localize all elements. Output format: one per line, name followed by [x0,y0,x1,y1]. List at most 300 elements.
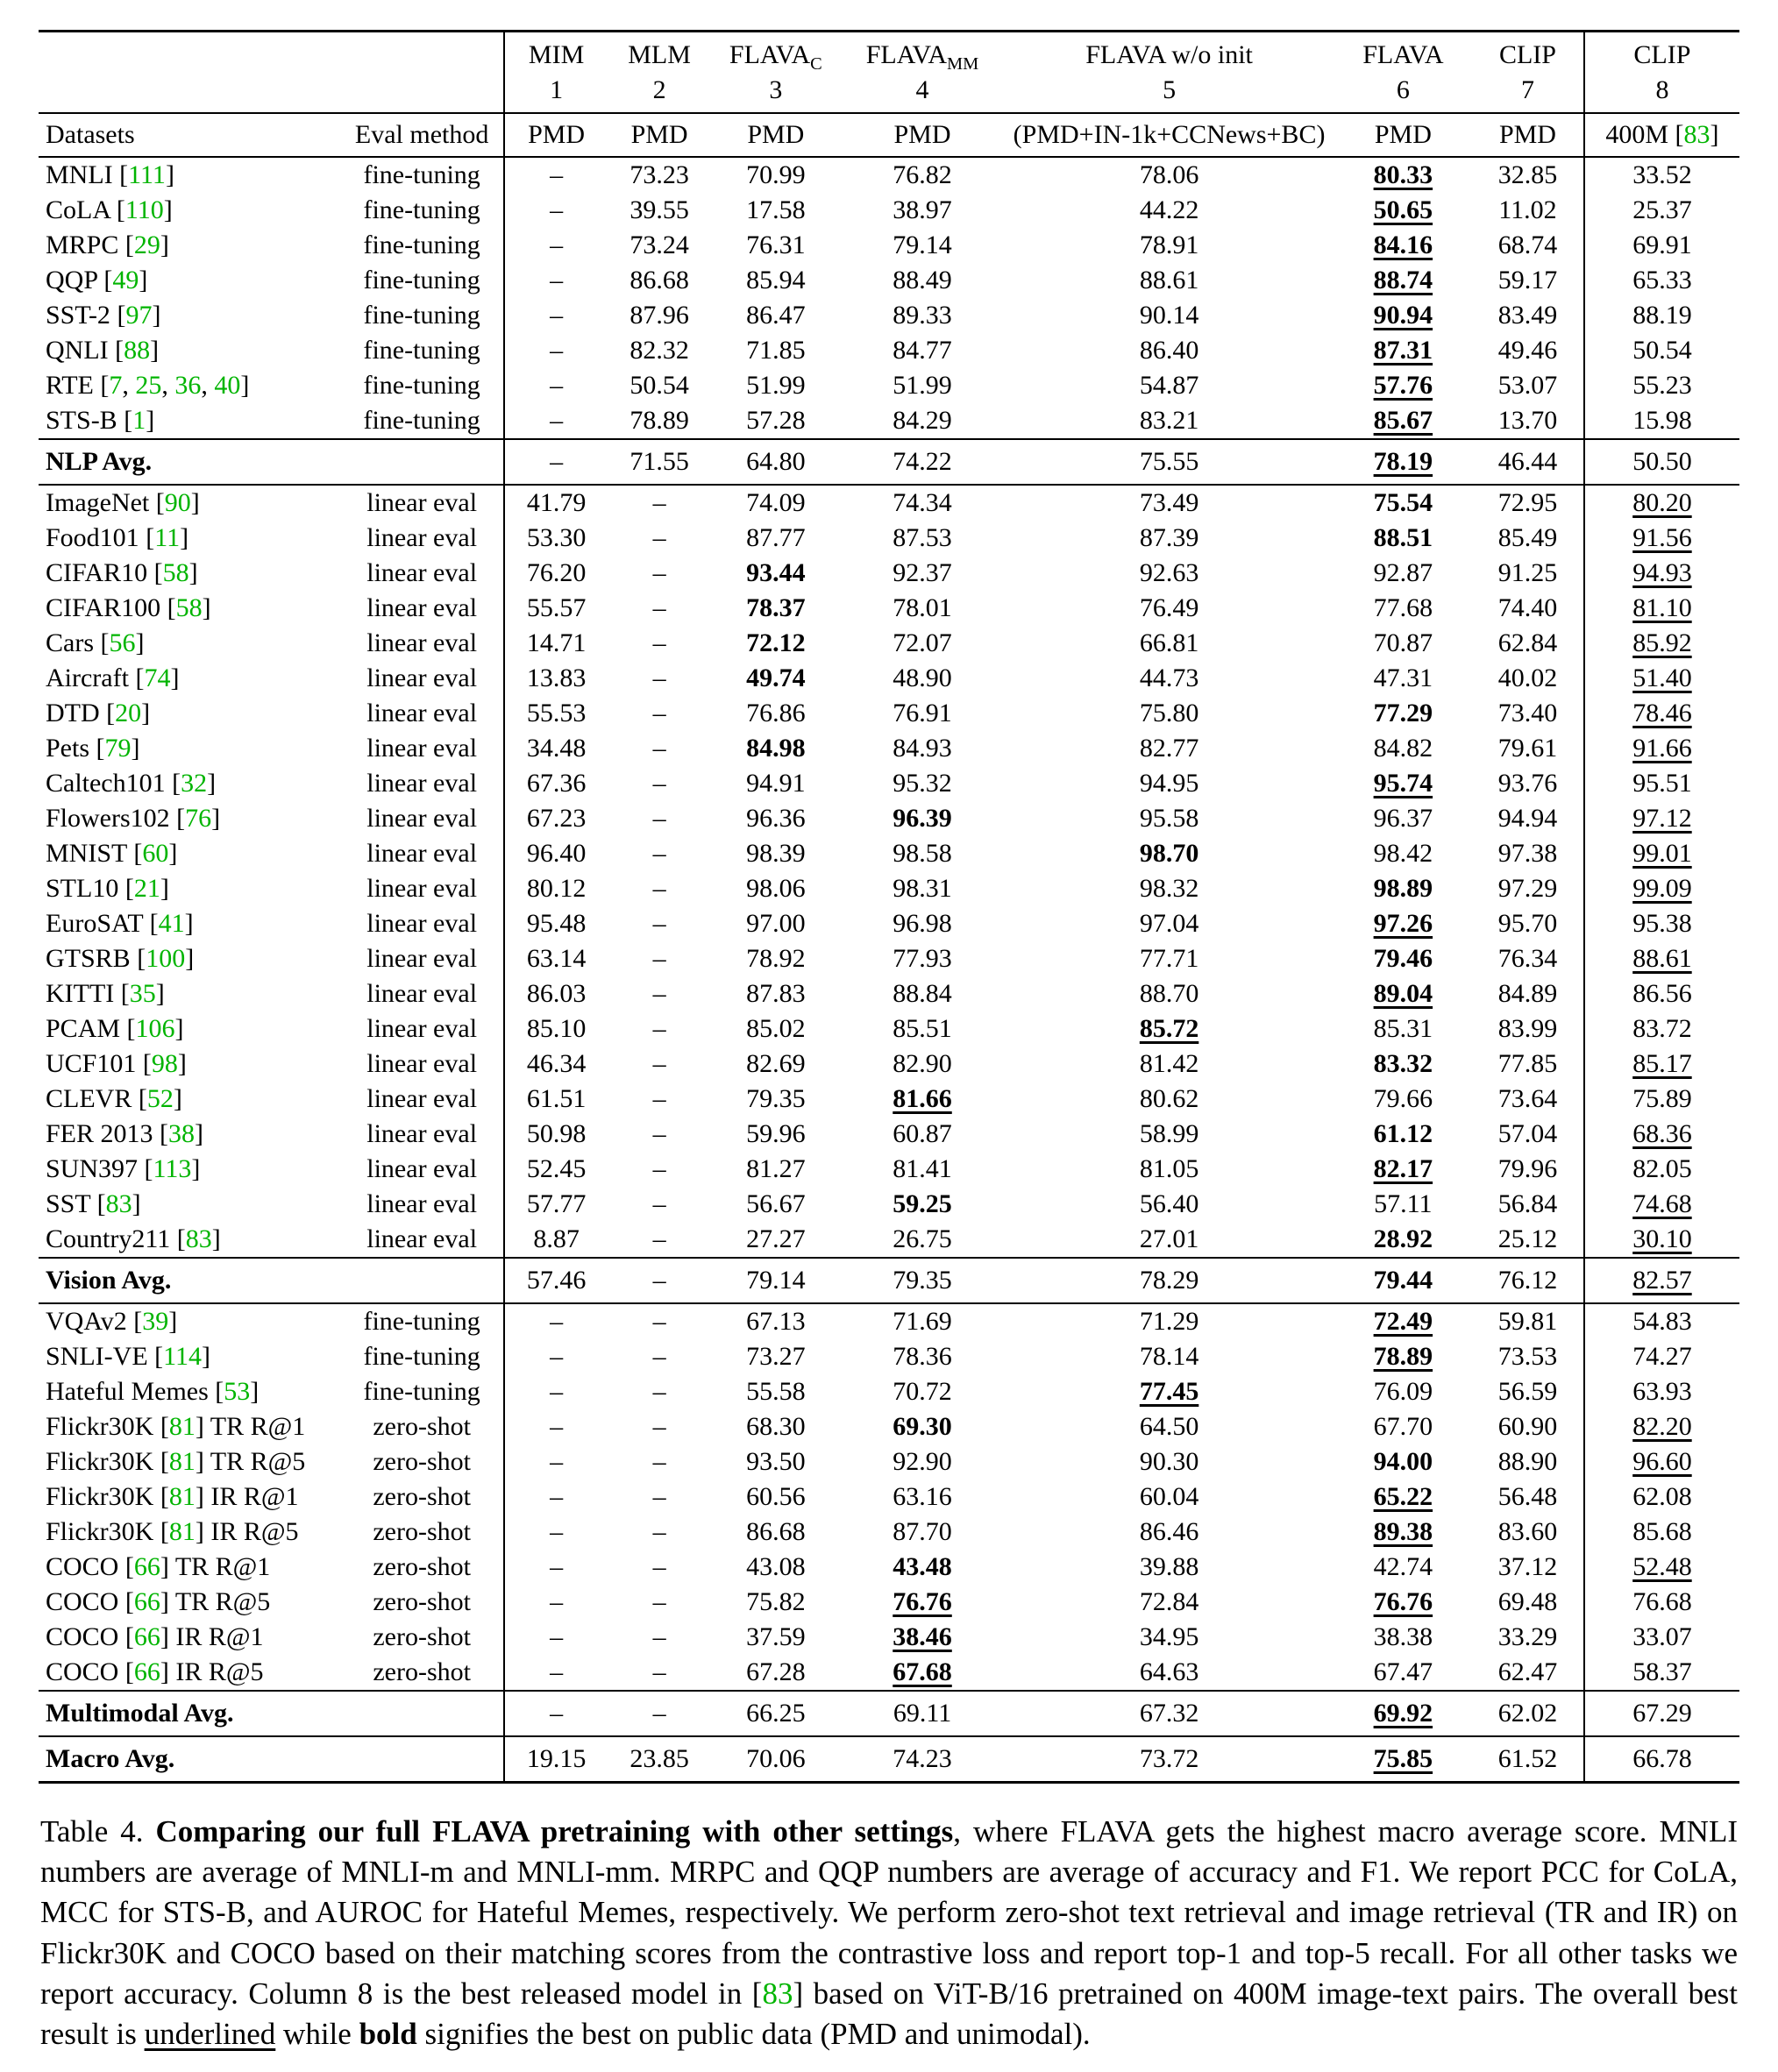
value-cell [711,1691,841,1736]
value-cell [1584,1082,1739,1117]
metric-value: – [652,1224,666,1253]
table-row [39,1479,1739,1515]
value-cell [608,661,711,696]
citation-link[interactable]: 66 [133,1552,160,1581]
citation-link[interactable]: 29 [133,231,160,259]
dataset-cell: STS-B [1] [46,406,155,435]
value-cell [1472,368,1584,403]
value-cell [504,368,608,403]
metric-value: 76.76 [893,1587,952,1616]
metric-value: – [652,1482,666,1511]
table-row [39,1444,1739,1479]
value-cell [608,157,711,193]
metric-value: 52.48 [1632,1552,1692,1581]
table-row [39,696,1739,731]
dataset-name: QQP [46,266,97,294]
metric-value: 50.98 [526,1119,587,1148]
average-label: Multimodal Avg. [46,1699,234,1728]
value-cell [1004,1082,1334,1117]
metric-value: 70.72 [893,1377,952,1406]
dataset-cell: COCO [66] TR R@5 [46,1587,271,1616]
metric-value: 93.44 [746,558,806,587]
value-cell [1334,871,1472,906]
value-cell [1004,1187,1334,1222]
value-cell [1004,1152,1334,1187]
eval-method-cell: fine-tuning [363,1377,480,1406]
caption-text: while [275,2016,359,2051]
metric-value: 57.11 [1374,1189,1433,1218]
citation-link[interactable]: 1 [132,406,146,435]
value-cell [608,1444,711,1479]
metric-value: 17.58 [746,195,806,224]
dataset-name: PCAM [46,1014,121,1043]
metric-value: 70.06 [746,1744,806,1773]
value-cell [711,1515,841,1550]
citation-link[interactable]: 56 [109,628,136,657]
value-cell [608,1222,711,1258]
value-cell [711,696,841,731]
citation-link[interactable]: 111 [128,160,166,189]
eval-method-cell: zero-shot [373,1552,471,1581]
citation-link[interactable]: 25 [135,371,162,400]
metric-value: 56.40 [1139,1189,1199,1218]
metric-value: 99.01 [1632,839,1692,868]
value-cell [608,801,711,836]
metric-value: 81.42 [1139,1049,1199,1078]
value-cell [1584,1655,1739,1691]
column-number: 7 [1520,75,1534,104]
value-cell [608,836,711,871]
metric-value: 84.98 [746,734,806,763]
average-label-cell [39,1691,504,1736]
citation-link[interactable]: 114 [163,1342,203,1371]
value-cell [711,1187,841,1222]
value-cell [711,1082,841,1117]
value-cell [608,1258,711,1303]
value-cell [608,1550,711,1585]
metric-value: 44.73 [1139,663,1199,692]
metric-value: 89.38 [1373,1517,1433,1546]
metric-value: 82.57 [1632,1266,1692,1295]
value-cell [1004,801,1334,836]
metric-value: 98.70 [1139,839,1199,868]
value-cell [608,766,711,801]
value-cell [1004,368,1334,403]
value-cell [841,1082,1005,1117]
value-cell [841,1585,1005,1620]
value-cell [841,976,1005,1011]
value-cell [1334,1585,1472,1620]
value-cell [608,731,711,766]
metric-value: 73.40 [1497,699,1558,727]
value-cell [608,1409,711,1444]
value-cell [1004,906,1334,941]
citation-link[interactable]: 83 [185,1224,212,1253]
metric-value: 92.37 [893,558,952,587]
value-cell [504,556,608,591]
table-row [39,976,1739,1011]
value-cell [711,521,841,556]
value-cell [1472,228,1584,263]
metric-value: 76.20 [526,558,587,587]
citation-link[interactable]: 39 [142,1307,169,1336]
metric-value: 93.76 [1497,769,1558,798]
value-cell [504,193,608,228]
value-cell [1004,1222,1334,1258]
value-cell [1472,1222,1584,1258]
metric-value: 80.20 [1632,488,1692,517]
citation-link[interactable]: 66 [133,1657,160,1686]
model-subscript: C [810,54,822,74]
metric-value: 80.62 [1139,1084,1199,1113]
citation-link[interactable]: 83 [105,1189,132,1218]
citation-link[interactable]: 52 [146,1084,174,1113]
metric-value: 79.44 [1373,1266,1433,1295]
value-cell [504,906,608,941]
value-cell [1472,333,1584,368]
metric-value: 73.64 [1497,1084,1558,1113]
value-cell [841,521,1005,556]
metric-value: 78.89 [1373,1342,1433,1371]
value-cell [1334,1409,1472,1444]
value-cell [1584,1339,1739,1374]
metric-value: 85.68 [1632,1517,1692,1546]
metric-value: 46.34 [526,1049,587,1078]
value-cell [504,661,608,696]
citation-link[interactable]: 106 [135,1014,175,1043]
citation-link[interactable]: 21 [133,874,160,903]
value-cell [608,485,711,521]
citation-link[interactable]: 20 [115,699,142,727]
eval-method-cell: fine-tuning [363,336,480,365]
citation-link[interactable]: 76 [185,804,212,833]
value-cell [504,836,608,871]
metric-value: 30.10 [1632,1224,1692,1253]
metric-value: 88.19 [1632,301,1692,330]
value-cell [1334,1011,1472,1047]
table-row [39,1117,1739,1152]
dataset-name: SUN397 [46,1154,139,1183]
metric-value: 78.92 [746,944,806,973]
citation-link[interactable]: 32 [181,769,208,798]
citation-link[interactable]: 49 [112,266,139,294]
citation-link[interactable]: 7 [109,371,123,400]
corner-empty [340,73,504,113]
metric-value: 74.68 [1632,1189,1692,1218]
eval-method-cell: linear eval [366,699,478,727]
citation-link[interactable]: 74 [144,663,171,692]
metric-value: 84.93 [893,734,952,763]
metric-value: 77.93 [893,944,952,973]
citation-link[interactable]: 88 [124,336,151,365]
metric-value: 71.85 [746,336,806,365]
header-number-row [39,73,1739,113]
citation-link[interactable]: 58 [162,558,189,587]
metric-value: 99.09 [1632,874,1692,903]
value-cell [841,1479,1005,1515]
metric-value: 85.31 [1373,1014,1433,1043]
value-cell [1472,906,1584,941]
value-cell [1472,1258,1584,1303]
value-cell [1584,1303,1739,1339]
metric-value: 33.52 [1632,160,1692,189]
dataset-cell: FER 2013 [38] [46,1119,204,1148]
citation-link[interactable]: 66 [133,1622,160,1651]
citation-link[interactable]: 97 [125,301,153,330]
caption-text: Comparing our full FLAVA pretraining with other settings [155,1814,954,1848]
citation-link[interactable]: 35 [129,979,156,1008]
metric-value: 94.94 [1497,804,1558,833]
value-cell [841,403,1005,439]
table-row [39,1409,1739,1444]
value-cell [1004,556,1334,591]
value-cell [608,976,711,1011]
citation-link[interactable]: 81 [168,1447,196,1476]
metric-value: 84.29 [893,406,952,435]
citation-link[interactable]: 98 [151,1049,178,1078]
value-cell [711,157,841,193]
metric-value: 83.72 [1632,1014,1692,1043]
value-cell [1004,1339,1334,1374]
value-cell [841,1303,1005,1339]
table-row [39,661,1739,696]
citation-link[interactable]: 81 [168,1482,196,1511]
citation-link[interactable]: 38 [168,1119,196,1148]
metric-value: 82.05 [1632,1154,1692,1183]
value-cell [711,1222,841,1258]
table-row [39,263,1739,298]
value-cell [1472,731,1584,766]
column-number: 4 [915,75,929,104]
value-cell [1334,1691,1472,1736]
metric-value: 83.32 [1373,1049,1433,1078]
metric-value: 14.71 [526,628,587,657]
metric-value: 86.47 [746,301,806,330]
metric-value: 46.44 [1497,447,1558,476]
dataset-cell: QQP [49] [46,266,148,294]
value-cell [841,228,1005,263]
metric-value: 81.05 [1139,1154,1199,1183]
metric-value: 57.28 [746,406,806,435]
metric-value: 66.78 [1632,1744,1692,1773]
dataset-cell: QNLI [88] [46,336,160,365]
value-cell [711,766,841,801]
value-cell [1334,766,1472,801]
value-cell [608,906,711,941]
dataset-cell: Hateful Memes [53] [46,1377,260,1406]
value-cell [711,193,841,228]
citation-link[interactable]: 83 [762,1976,793,2011]
citation-link[interactable]: 53 [224,1377,251,1406]
metric-value: 79.46 [1373,944,1433,973]
dataset-cell: PCAM [106] [46,1014,184,1043]
metric-value: 59.25 [893,1189,952,1218]
metric-value: 67.70 [1373,1412,1433,1441]
metric-value: 65.22 [1373,1482,1433,1511]
value-cell [1004,521,1334,556]
metric-value: 41.79 [526,488,587,517]
metric-value: 98.06 [746,874,806,903]
metric-value: 63.93 [1632,1377,1692,1406]
value-cell [608,403,711,439]
caption-text: Table 4. [40,1814,156,1848]
value-cell [1584,485,1739,521]
metric-value: 38.97 [893,195,952,224]
value-cell [1584,661,1739,696]
dataset-name: COCO [46,1622,119,1651]
metric-value: 51.40 [1632,663,1692,692]
value-cell [841,801,1005,836]
metric-value: 68.30 [746,1412,806,1441]
metric-value: 78.14 [1139,1342,1199,1371]
dataset-cell: VQAv2 [39] [39,1303,340,1339]
metric-value: 88.70 [1139,979,1199,1008]
value-cell [608,591,711,626]
value-cell [1584,403,1739,439]
metric-value: 62.08 [1632,1482,1692,1511]
value-cell [1584,556,1739,591]
metric-value: 97.29 [1497,874,1558,903]
metric-value: 90.30 [1139,1447,1199,1476]
dataset-cell: SNLI-VE [114] [46,1342,211,1371]
citation-link[interactable]: 11 [154,523,181,552]
value-cell [1584,298,1739,333]
metric-value: 71.29 [1139,1307,1199,1336]
eval-method-cell: linear eval [366,909,478,938]
value-cell [711,801,841,836]
value-cell [841,1047,1005,1082]
dataset-cell: Country211 [83] [46,1224,221,1253]
value-cell [841,1011,1005,1047]
metric-value: – [652,874,666,903]
metric-value: 84.77 [893,336,952,365]
citation-link[interactable]: 36 [174,371,202,400]
value-cell [1334,1303,1472,1339]
metric-value: – [550,1622,564,1651]
metric-value: – [652,1266,666,1295]
citation-link[interactable]: 41 [158,909,185,938]
value-cell [1334,836,1472,871]
value-cell [608,1339,711,1374]
value-cell [1004,1117,1334,1152]
metric-value: 57.77 [526,1189,587,1218]
value-cell [841,1736,1005,1783]
value-cell [1584,1187,1739,1222]
dataset-cell: CIFAR10 [58] [46,558,198,587]
metric-value: 75.89 [1632,1084,1692,1113]
citation-link[interactable]: 113 [153,1154,192,1183]
metric-value: – [652,558,666,587]
metric-value: 83.99 [1497,1014,1558,1043]
value-cell [608,368,711,403]
metric-value: 84.89 [1497,979,1558,1008]
citation-link[interactable]: 60 [142,839,169,868]
metric-value: 98.32 [1139,874,1199,903]
pretraining-data-header: PMD [841,113,1005,157]
value-cell [1472,1550,1584,1585]
value-cell [1004,439,1334,485]
value-cell [608,1152,711,1187]
metric-value: 53.07 [1497,371,1558,400]
metric-value: 86.68 [629,266,689,294]
table-row [39,521,1739,556]
citation-link[interactable]: 40 [214,371,241,400]
metric-value: 73.53 [1497,1342,1558,1371]
eval-method-cell: fine-tuning [363,371,480,400]
citation-link[interactable]: 90 [164,488,191,517]
metric-value: 83.49 [1497,301,1558,330]
metric-value: – [652,1189,666,1218]
dataset-cell: COCO [66] IR R@5 [46,1657,264,1686]
metric-value: 26.75 [893,1224,952,1253]
metric-value: 79.14 [893,231,952,259]
value-cell [504,1152,608,1187]
value-cell [841,556,1005,591]
metric-value: 88.49 [893,266,952,294]
value-cell [1584,368,1739,403]
metric-value: 68.74 [1497,231,1558,259]
value-cell [841,661,1005,696]
metric-value: 74.23 [893,1744,952,1773]
value-cell [1584,1258,1739,1303]
average-label: NLP Avg. [46,447,153,476]
value-cell [1584,439,1739,485]
value-cell [504,298,608,333]
value-cell [711,1047,841,1082]
value-cell [711,1550,841,1585]
value-cell [841,333,1005,368]
value-cell [504,1409,608,1444]
value-cell [504,1339,608,1374]
citation-link[interactable]: 58 [175,593,203,622]
citation-link[interactable]: 83 [1683,120,1710,149]
metric-value: – [652,909,666,938]
dataset-cell: GTSRB [100] [46,944,195,973]
value-cell [1004,1620,1334,1655]
metric-value: – [550,1657,564,1686]
average-row [39,1258,1739,1303]
value-cell [841,1258,1005,1303]
metric-value: 95.70 [1497,909,1558,938]
citation-link[interactable]: 81 [168,1517,196,1546]
metric-value: 54.87 [1139,371,1199,400]
metric-value: 85.17 [1632,1049,1692,1078]
average-label-cell [39,439,504,485]
metric-value: 95.38 [1632,909,1692,938]
value-cell [1334,1550,1472,1585]
value-cell [1472,976,1584,1011]
metric-value: 97.04 [1139,909,1199,938]
citation-link[interactable]: 81 [168,1412,196,1441]
value-cell [608,298,711,333]
metric-value: 49.74 [746,663,806,692]
dataset-cell: Aircraft [74] [46,663,180,692]
citation-link[interactable]: 110 [124,195,164,224]
metric-value: 60.87 [893,1119,952,1148]
citation-link[interactable]: 100 [146,944,186,973]
value-cell [1004,1011,1334,1047]
metric-value: – [652,1657,666,1686]
citation-link[interactable]: 66 [133,1587,160,1616]
value-cell [1334,521,1472,556]
citation-link[interactable]: 79 [104,734,132,763]
metric-value: 48.90 [893,663,952,692]
metric-value: 55.53 [526,699,587,727]
table-row [39,1515,1739,1550]
value-cell [1334,1655,1472,1691]
metric-value: 76.12 [1497,1266,1558,1295]
column-number: 5 [1163,75,1177,104]
